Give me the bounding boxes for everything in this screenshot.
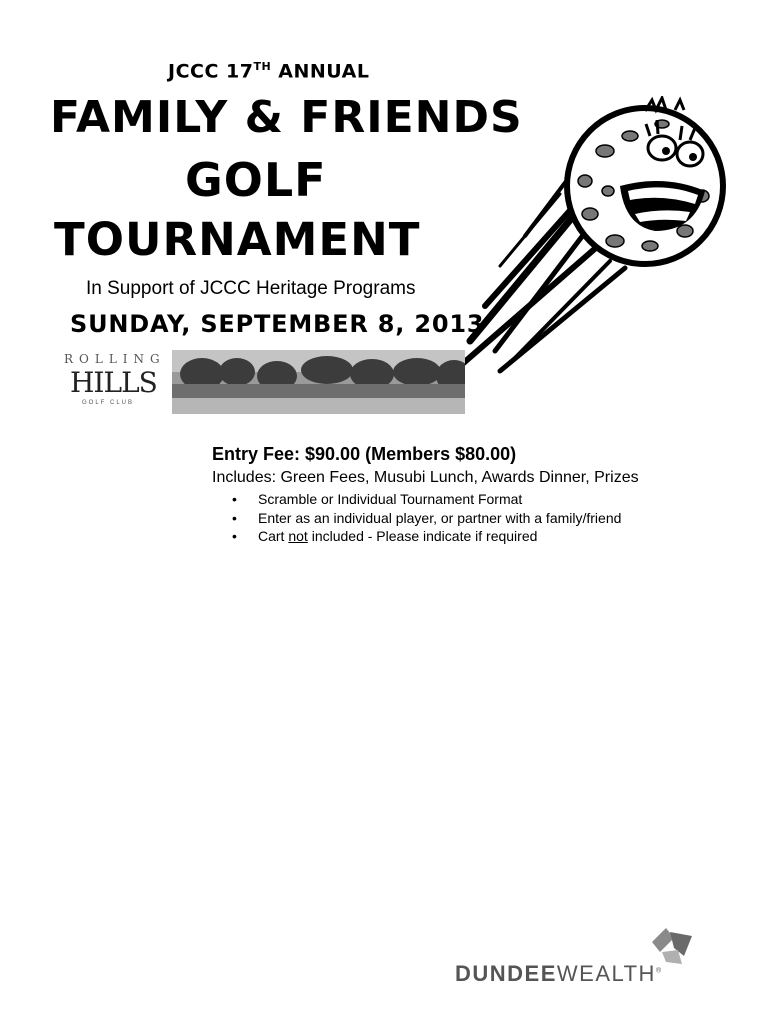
logo-rolling: ROLLING	[64, 352, 166, 366]
flying-golf-ball-icon	[440, 96, 740, 376]
sponsor-name-light: WEALTH	[556, 961, 656, 986]
title-line-2: GOLF	[185, 153, 327, 207]
title-line-3: TOURNAMENT	[54, 213, 421, 266]
rolling-hills-banner	[62, 350, 465, 414]
support-subtitle: In Support of JCCC Heritage Programs	[86, 278, 416, 299]
details-list	[232, 490, 621, 546]
event-date: SUNDAY, SEPTEMBER 8, 2013	[70, 310, 485, 338]
list-item	[232, 490, 621, 509]
sponsor-name-bold: DUNDEE	[455, 961, 557, 986]
title-line-1: FAMILY & FRIENDS	[50, 92, 523, 143]
includes-line: Includes: Green Fees, Musubi Lunch, Awards Dinner, Prizes	[212, 469, 639, 486]
rolling-hills-logo	[62, 350, 172, 414]
bullet-text-suffix: included - Please indicate if required	[307, 528, 538, 544]
list-item	[232, 527, 621, 546]
logo-hills: HILLS	[70, 366, 157, 399]
bullet-text: Enter as an individual player, or partner with a family/friend	[258, 509, 622, 526]
list-item	[232, 509, 621, 528]
bullet-text: Scramble or Individual Tournament Format	[258, 491, 523, 507]
dundee-wealth-logo-icon	[648, 926, 698, 966]
annual-prefix: JCCC 17	[168, 60, 254, 83]
logo-golf-club: GOLF CLUB	[82, 400, 135, 406]
annual-suffix: ANNUAL	[271, 60, 370, 83]
bullet-text-underlined: not	[288, 528, 308, 544]
registered-mark: ®	[655, 967, 663, 975]
entry-fee: Entry Fee: $90.00 (Members $80.00)	[212, 444, 517, 464]
sponsor-name	[455, 961, 663, 987]
annual-heading	[168, 60, 369, 82]
annual-sup: TH	[253, 60, 272, 73]
bullet-text-prefix: Cart	[258, 528, 289, 544]
